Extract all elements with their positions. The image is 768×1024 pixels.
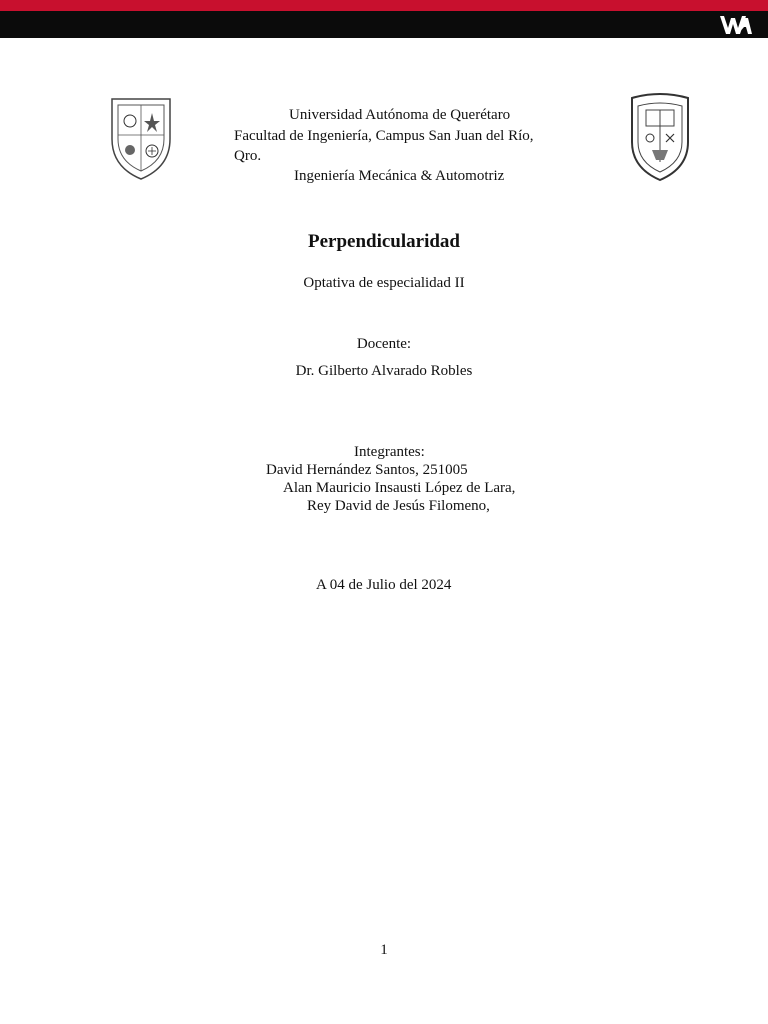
faculty-engineering-seal-icon: [628, 92, 692, 182]
faculty-location: Qro.: [234, 148, 262, 164]
teacher-label: Docente:: [356, 336, 412, 352]
top-banner-red-stripe: [0, 0, 768, 11]
university-name: Universidad Autónoma de Querétaro: [289, 107, 511, 123]
document-date: A 04 de Julio del 2024: [316, 577, 452, 593]
document-title: Perpendicularidad: [307, 231, 460, 252]
top-banner-black-stripe: [0, 11, 768, 38]
top-banner: [0, 0, 768, 38]
faculty-name: Facultad de Ingeniería, Campus San Juan del Río,: [234, 128, 534, 144]
university-seal-icon: [108, 95, 174, 181]
subject-name: Optativa de especialidad II: [303, 275, 465, 291]
teacher-name: Dr. Gilberto Alvarado Robles: [295, 363, 473, 379]
career-name: Ingeniería Mecánica & Automotriz: [294, 168, 505, 184]
member-item: Alan Mauricio Insausti López de Lara,: [283, 480, 516, 496]
member-item: Rey David de Jesús Filomeno,: [307, 498, 490, 514]
page-number: 1: [380, 942, 388, 958]
members-label: Integrantes:: [354, 444, 425, 460]
uaq-brand-logo-icon: [718, 12, 752, 38]
member-item: David Hernández Santos, 251005: [266, 462, 468, 478]
